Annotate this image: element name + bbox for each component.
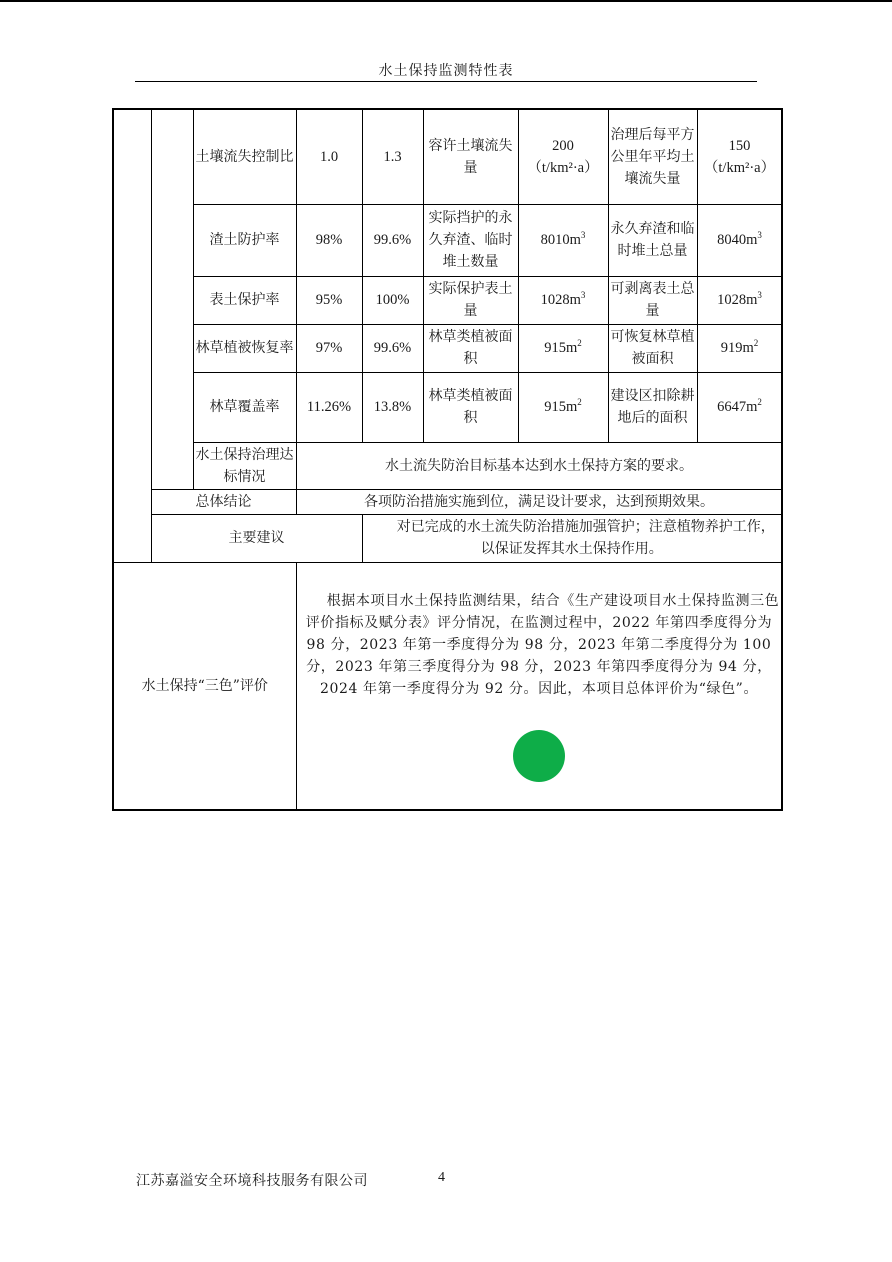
indicator-name: 渣土防护率: [193, 204, 296, 276]
target-value: 97%: [296, 324, 362, 372]
target-value: 95%: [296, 276, 362, 324]
basis-value: $915m^2$: [518, 372, 608, 442]
basis-value: $915m^2$: [518, 324, 608, 372]
actual-value: 99.6%: [362, 204, 423, 276]
basis-label: 林草类植被面积: [423, 324, 518, 372]
evaluation-cell: [296, 562, 782, 810]
basis-value: $8010m^3$: [518, 204, 608, 276]
compare-label: 永久弃渣和临时堆土总量: [608, 204, 697, 276]
table-row: [113, 204, 782, 276]
outer-category-cell: [113, 109, 151, 562]
evaluation-paragraph: 根据本项目水土保持监测结果，结合《生产建设项目水土保持监测三色评价指标及赋分表》评分情况，在监测过程中，2022 年第四季度得分为 98 分，2023 年第一季度得分为 98 分，2023 年第二季度得分为 100 分，2023 年第三季度得分为 98 分，2023 年第四季度得分为 94 分，2024 年第一季度得分为 92 分。因此，本项目总体评价为“绿色”。: [305, 592, 780, 697]
evaluation-row: [113, 562, 782, 810]
indicator-name: 林草植被恢复率: [193, 324, 296, 372]
target-value: 98%: [296, 204, 362, 276]
basis-value: $1028m^3$: [518, 276, 608, 324]
target-value: 11.26%: [296, 372, 362, 442]
standard-label: 水土保持治理达标情况: [193, 442, 296, 489]
suggestion-row: [113, 514, 782, 562]
suggestion-label: 主要建议: [151, 514, 362, 562]
table-row: [113, 276, 782, 324]
sub-category-cell: [151, 109, 193, 489]
suggestion-text: [362, 514, 782, 562]
actual-value: 100%: [362, 276, 423, 324]
indicator-name: 林草覆盖率: [193, 372, 296, 442]
actual-value: 13.8%: [362, 372, 423, 442]
table-row: [113, 324, 782, 372]
compare-value: $8040m^3$: [697, 204, 782, 276]
compare-value: $6647m^2$: [697, 372, 782, 442]
indicator-name: 表土保护率: [193, 276, 296, 324]
compare-value: $919m^2$: [697, 324, 782, 372]
top-border-line: [0, 0, 892, 2]
conclusion-row: [113, 489, 782, 514]
evaluation-label: 水土保持“三色”评价: [113, 562, 296, 810]
table-row: [113, 109, 782, 204]
indicator-name: 土壤流失控制比: [193, 109, 296, 204]
basis-label: 实际挡护的永久弃渣、临时堆土数量: [423, 204, 518, 276]
compare-value: $1028m^3$: [697, 276, 782, 324]
actual-value: 99.6%: [362, 324, 423, 372]
table-row: [113, 372, 782, 442]
suggestion-paragraph: 对已完成的水土流失防治措施加强管护；注意植物养护工作，以保证发挥其水土保持作用。: [396, 519, 775, 557]
basis-label: 实际保护表土量: [423, 276, 518, 324]
footer-company-name: 江苏嘉溢安全环境科技服务有限公司: [136, 1173, 368, 1189]
target-value: 1.0: [296, 109, 362, 204]
basis-label: 林草类植被面积: [423, 372, 518, 442]
basis-label: 容许土壤流失量: [423, 109, 518, 204]
header-divider: [135, 81, 757, 82]
compare-label: 可恢复林草植被面积: [608, 324, 697, 372]
page-header-title: 水土保持监测特性表: [378, 63, 514, 79]
standard-text: 水土流失防治目标基本达到水土保持方案的要求。: [296, 442, 782, 489]
compare-label: 可剥离表土总量: [608, 276, 697, 324]
footer-page-number: 4: [438, 1170, 445, 1185]
basis-value: 200（t/km²·a）: [518, 109, 608, 204]
actual-value: 1.3: [362, 109, 423, 204]
monitoring-characteristics-table: [112, 108, 783, 811]
green-rating-dot-icon: [513, 730, 565, 782]
compare-value: 150（t/km²·a）: [697, 109, 782, 204]
conclusion-text: 各项防治措施实施到位，满足设计要求，达到预期效果。: [296, 489, 782, 514]
compare-label: 建设区扣除耕地后的面积: [608, 372, 697, 442]
standard-row: [113, 442, 782, 489]
conclusion-label: 总体结论: [151, 489, 296, 514]
compare-label: 治理后每平方公里年平均土壤流失量: [608, 109, 697, 204]
